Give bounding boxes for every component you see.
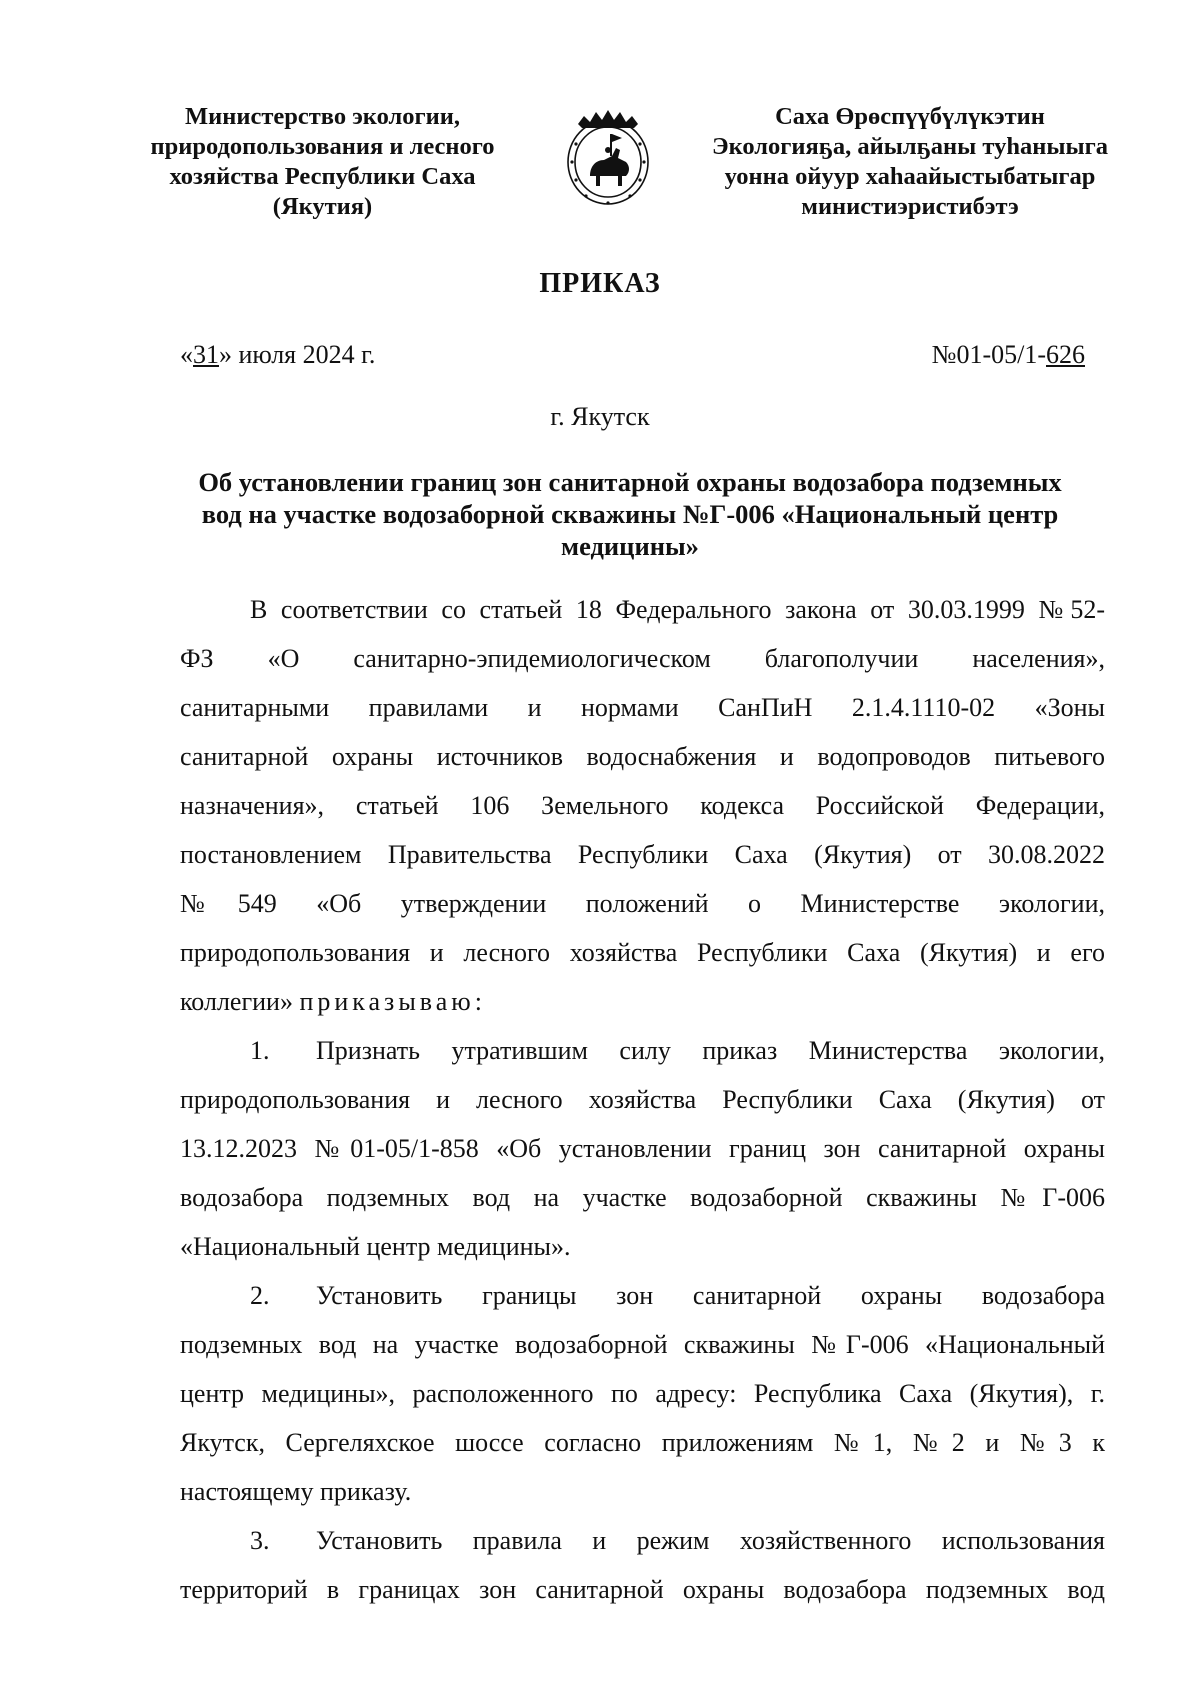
item-1-line: 13.12.2023 №01-05/1-858 «Об установлении границ зон санитарной охраны: [180, 1134, 1105, 1163]
date-open-quote: «: [180, 340, 193, 369]
preamble-line: №549 «Об утверждении положений о Министерстве экологии,: [180, 889, 1105, 918]
ministry-name-ru-line: природопользования и лесного: [150, 133, 495, 160]
item-2-first-line: [180, 1271, 1105, 1320]
date-rest: » июля 2024 г.: [219, 340, 376, 369]
preamble-line: постановлением Правительства Республики Саха (Якутия) от 30.08.2022: [180, 840, 1105, 869]
ministry-name-ru: [135, 102, 510, 222]
number-prefix: №01-05/1-: [931, 340, 1046, 369]
item-2-line: подземных вод на участке водозаборной скважины №Г-006 «Национальный: [180, 1330, 1105, 1359]
item-1-last-line: «Национальный центр медицины».: [180, 1232, 571, 1261]
ministry-name-ru-line: Министерство экологии,: [184, 103, 460, 130]
preamble-line: назначения», статьей 106 Земельного кодекса Российской Федерации,: [180, 791, 1105, 820]
item-number: 1.: [250, 1036, 270, 1065]
preamble-line: санитарной охраны источников водоснабжения и водопроводов питьевого: [180, 742, 1105, 771]
ministry-name-ru-line: хозяйства Республики Саха: [169, 163, 476, 190]
preamble-line: природопользования и лесного хозяйства Республики Саха (Якутия) и его: [180, 938, 1105, 967]
item-3-first-line: [180, 1516, 1105, 1565]
document-title: ПРИКАЗ: [539, 268, 661, 299]
document-body: [180, 585, 1105, 1614]
document-date: [180, 340, 375, 370]
number-suffix: 626: [1046, 340, 1085, 369]
item-number: 3.: [250, 1526, 270, 1555]
preamble-last-line: [180, 977, 1105, 1026]
item-1-first-line: [180, 1026, 1105, 1075]
preamble-last-text: коллегии»: [180, 987, 293, 1016]
item-2-first-text: Установить границы зон санитарной охраны водозабора: [316, 1281, 1105, 1310]
document-subject: [150, 466, 1110, 562]
item-3-line: территорий в границах зон санитарной охраны водозабора подземных вод: [180, 1575, 1105, 1604]
item-2-last-line: настоящему приказу.: [180, 1477, 412, 1506]
ministry-name-sah-line: Экологияҕа, айылҕаны туһаныыга: [711, 133, 1109, 160]
item-1-line: природопользования и лесного хозяйства Республики Саха (Якутия) от: [180, 1085, 1105, 1114]
subject-line: вод на участке водозаборной скважины №Г-006 «Национальный центр: [201, 499, 1059, 529]
preamble-line: В соответствии со статьей 18 Федерального закона от 30.03.1999 №52-: [250, 595, 1105, 624]
document-number: [932, 340, 1085, 370]
ministry-name-sah-line: Саха Өрөспүүбүлүкэтин: [775, 103, 1045, 130]
date-day: 31: [193, 340, 219, 369]
item-1-first-text: Признать утратившим силу приказ Министерства экологии,: [316, 1036, 1105, 1065]
ministry-name-sah-line: министиэристибэтэ: [801, 193, 1019, 220]
coat-of-arms-sakha-icon: [560, 104, 656, 214]
preamble-line: ФЗ «О санитарно-эпидемиологическом благополучии населения»,: [180, 644, 1105, 673]
item-2-line: центр медицины», расположенного по адресу: Республика Саха (Якутия), г.: [180, 1379, 1105, 1408]
document-city: г. Якутск: [550, 402, 650, 431]
item-3-first-text: Установить правила и режим хозяйственного использования: [316, 1526, 1105, 1555]
ministry-name-ru-line: (Якутия): [272, 193, 373, 220]
item-2-line: Якутск, Сергеляхское шоссе согласно приложениям №1, №2 и №3 к: [180, 1428, 1105, 1457]
ministry-name-sah: [700, 102, 1120, 222]
order-word: приказываю:: [299, 987, 486, 1016]
preamble-line: санитарными правилами и нормами СанПиН 2.1.4.1110-02 «Зоны: [180, 693, 1105, 722]
item-1-line: водозабора подземных вод на участке водозаборной скважины №Г-006: [180, 1183, 1105, 1212]
item-number: 2.: [250, 1281, 270, 1310]
subject-line: Об установлении границ зон санитарной охраны водозабора подземных: [198, 467, 1062, 497]
ministry-name-sah-line: уонна ойуур хаһаайыстыбатыгар: [724, 163, 1096, 190]
subject-line: медицины»: [561, 531, 699, 561]
